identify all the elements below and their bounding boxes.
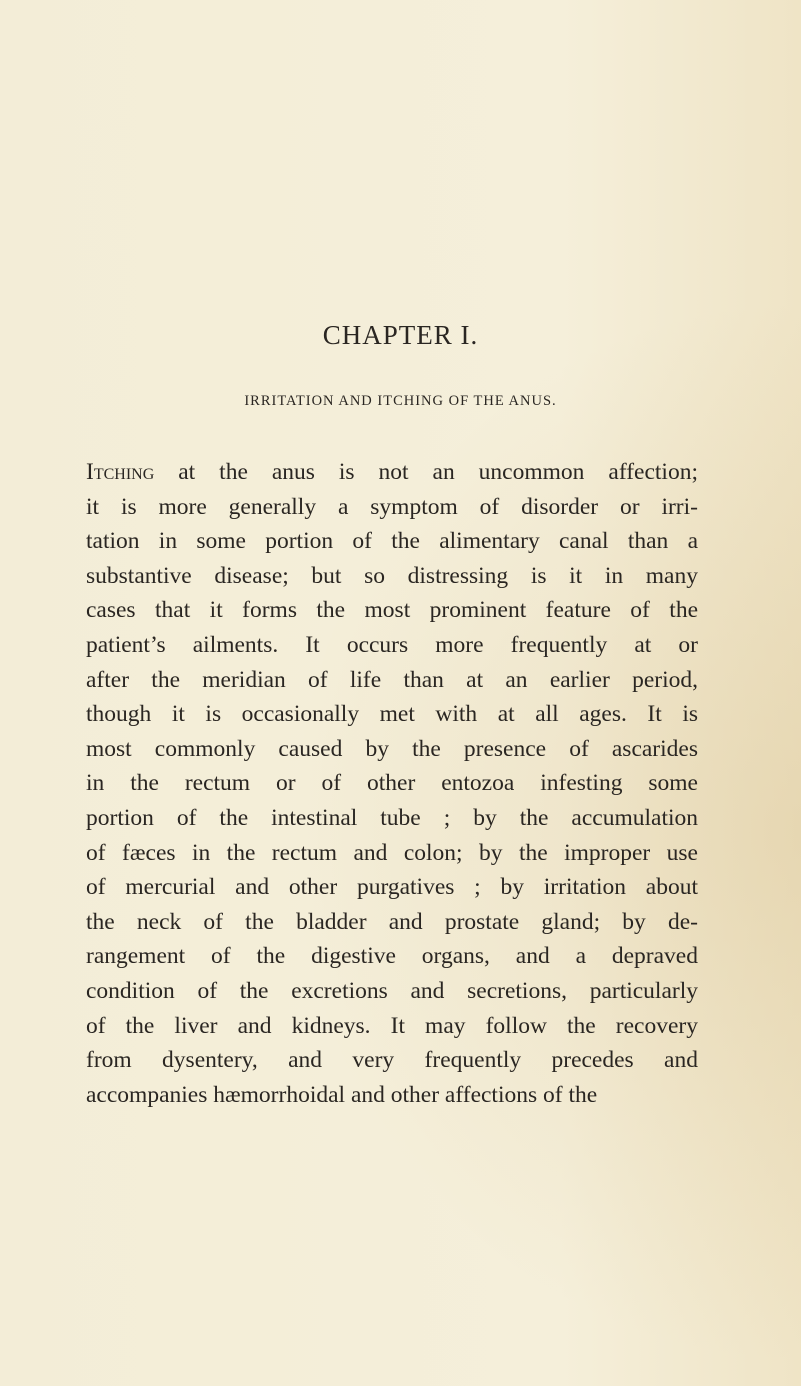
text-line-13: of mercurial and other purgatives ; by irritation about xyxy=(86,874,698,901)
text-line-6: patient’s ailments. It occurs more frequently at or xyxy=(86,631,698,658)
text-line-16: condition of the excretions and secretions, particularly xyxy=(86,977,698,1004)
text-line-1 xyxy=(86,455,698,490)
text-line-15: rangement of the digestive organs, and a depraved xyxy=(86,943,698,970)
text-line-19: accompanies hæmorrhoidal and other affections of the xyxy=(86,1081,598,1108)
text-line-10: in the rectum or of other entozoa infesting some xyxy=(86,770,698,797)
text-line-2: it is more generally a symptom of disorder or irri- xyxy=(86,493,698,520)
text-line-4: substantive disease; but so distressing is it in many xyxy=(86,562,698,589)
text-line-18: from dysentery, and very frequently precedes and xyxy=(86,1047,698,1074)
text-line-5: cases that it forms the most prominent feature of the xyxy=(86,597,698,624)
text-line-7: after the meridian of life than at an earlier period, xyxy=(86,666,698,693)
chapter-heading: CHAPTER I. xyxy=(322,320,479,350)
text-line-1-rest: at the anus is not an uncommon affection; xyxy=(154,459,698,485)
text-line-14: the neck of the bladder and prostate gland; by de- xyxy=(86,908,698,935)
text-line-11: portion of the intestinal tube ; by the accumulation xyxy=(86,804,698,831)
text-line-8: though it is occasionally met with at all ages. It is xyxy=(86,701,698,728)
text-line-3: tation in some portion of the alimentary canal than a xyxy=(86,528,698,555)
text-line-9: most commonly caused by the presence of ascarides xyxy=(86,735,698,762)
body-paragraph xyxy=(86,455,698,1112)
text-line-17: of the liver and kidneys. It may follow the recovery xyxy=(86,1012,698,1039)
opening-word: Itching xyxy=(86,459,155,485)
chapter-subtitle: IRRITATION AND ITCHING OF THE ANUS. xyxy=(244,393,557,409)
text-line-12: of fæces in the rectum and colon; by the improper use xyxy=(86,839,698,866)
